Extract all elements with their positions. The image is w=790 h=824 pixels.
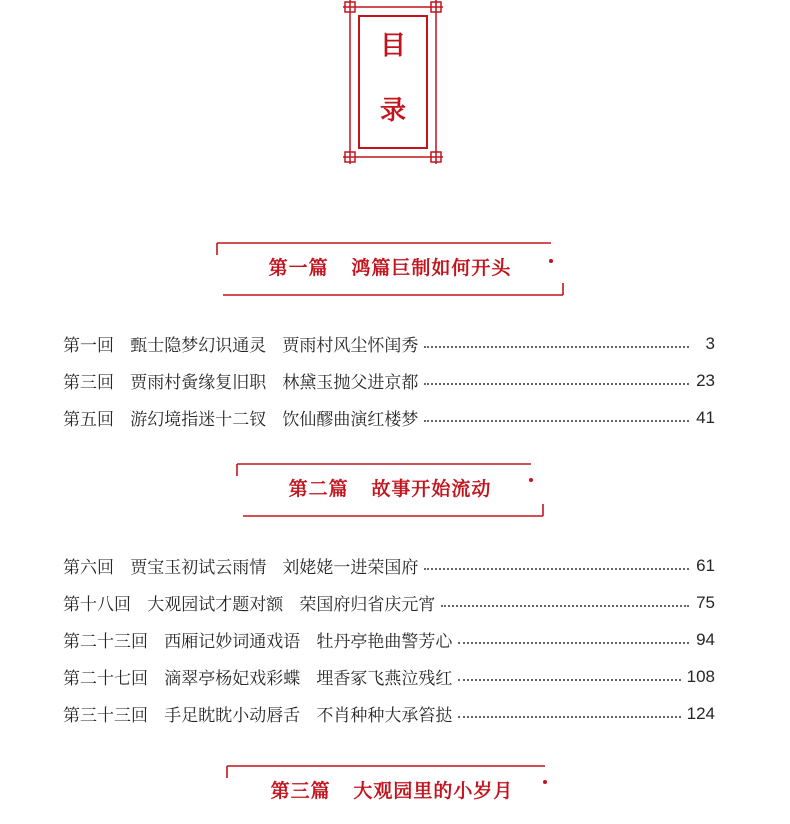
page-number: 3 xyxy=(705,333,715,353)
dot-leader xyxy=(424,420,689,422)
page-number: 41 xyxy=(696,407,715,427)
chapter-number: 第六回 xyxy=(63,558,114,578)
toc-list xyxy=(63,325,715,436)
dot-leader xyxy=(441,605,689,607)
part-title: 第二篇 故事开始流动 xyxy=(288,478,492,500)
toc-row[interactable] xyxy=(63,325,715,362)
chapter-title: 大观园试才题对额 荣国府归省庆元宵 xyxy=(147,595,436,615)
page-number: 124 xyxy=(686,703,715,723)
toc-row[interactable] xyxy=(63,658,715,695)
title-frame-ornament xyxy=(343,0,443,164)
chapter-title: 贾宝玉初试云雨情 刘姥姥一进荣国府 xyxy=(130,558,419,578)
dot-leader xyxy=(424,346,689,348)
toc-row[interactable] xyxy=(63,584,715,621)
dot-leader xyxy=(458,679,680,681)
toc-title-char-2: 录 xyxy=(379,96,406,126)
chapter-title: 游幻境指迷十二钗 饮仙醪曲演红楼梦 xyxy=(130,410,419,430)
toc-list xyxy=(63,547,715,732)
part-banner xyxy=(217,241,563,301)
chapter-title: 贾雨村夤缘复旧职 林黛玉抛父进京都 xyxy=(130,373,419,393)
part-title: 第三篇 大观园里的小岁月 xyxy=(270,780,514,802)
page-number: 94 xyxy=(696,629,715,649)
toc-row[interactable] xyxy=(63,547,715,584)
dot-leader xyxy=(458,716,680,718)
chapter-number: 第三十三回 xyxy=(63,706,148,726)
toc-title-frame xyxy=(343,0,443,164)
toc-row[interactable] xyxy=(63,362,715,399)
chapter-title: 手足眈眈小动唇舌 不肖种种大承笞挞 xyxy=(164,706,453,726)
chapter-number: 第一回 xyxy=(63,336,114,356)
page-number: 61 xyxy=(696,555,715,575)
toc-row[interactable] xyxy=(63,399,715,436)
page-number: 23 xyxy=(696,370,715,390)
toc-row[interactable] xyxy=(63,695,715,732)
part-title: 第一篇 鸿篇巨制如何开头 xyxy=(268,257,512,279)
dot-leader xyxy=(458,642,689,644)
toc-row[interactable] xyxy=(63,621,715,658)
page-number: 75 xyxy=(696,592,715,612)
chapter-title: 西厢记妙词通戏语 牡丹亭艳曲警芳心 xyxy=(164,632,453,652)
chapter-title: 滴翠亭杨妃戏彩蝶 埋香冢飞燕泣残红 xyxy=(164,669,453,689)
part-banner xyxy=(227,764,557,824)
chapter-number: 第三回 xyxy=(63,373,114,393)
chapter-number: 第十八回 xyxy=(63,595,131,615)
chapter-number: 第二十三回 xyxy=(63,632,148,652)
chapter-number: 第二十七回 xyxy=(63,669,148,689)
part-banner xyxy=(237,462,543,522)
dot-leader xyxy=(424,568,689,570)
chapter-number: 第五回 xyxy=(63,410,114,430)
page-number: 108 xyxy=(686,666,715,686)
toc-title-char-1: 目 xyxy=(379,31,406,61)
chapter-title: 甄士隐梦幻识通灵 贾雨村风尘怀闺秀 xyxy=(130,336,419,356)
dot-leader xyxy=(424,383,689,385)
